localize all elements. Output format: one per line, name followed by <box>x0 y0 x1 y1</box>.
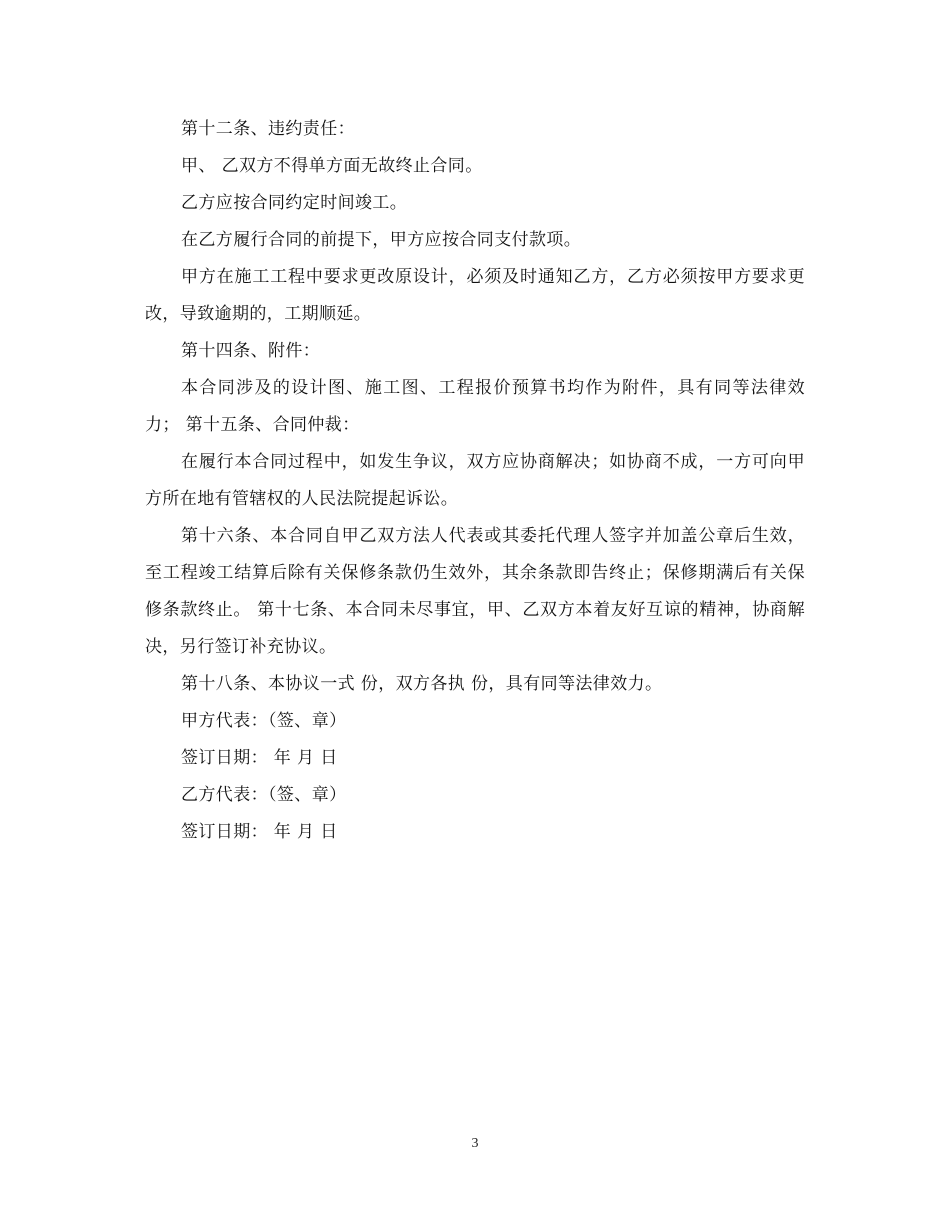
clause-12-item-payment: 在乙方履行合同的前提下，甲方应按合同支付款项。 <box>181 230 582 250</box>
clause-15-arbitration: 在履行本合同过程中，如发生争议，双方应协商解决；如协商不成，一方可向甲方所在地有管辖权的人民法院提起诉讼。 <box>145 452 805 509</box>
party-a-signature-line: 甲方代表：（签、章） <box>181 711 347 731</box>
clause-14-attachments: 本合同涉及的设计图、施工图、工程报价预算书均作为附件，具有同等法律效力； 第十五条、合同仲裁： <box>145 378 805 435</box>
clause-16-17-effectiveness: 第十六条、本合同自甲乙双方法人代表或其委托代理人签字并加盖公章后生效，至工程竣工结算后除有关保修条款仍生效外，其余条款即告终止；保修期满后有关保修条款终止。 第十七条、本合同未尽事宜，甲、乙双方本着友好互谅的精神，协商解决，另行签订补充协议。 <box>145 526 805 657</box>
clause-12-heading: 第十二条、违约责任： <box>181 119 355 139</box>
party-b-signature-line: 乙方代表：（签、章） <box>181 785 347 805</box>
clause-18-copies: 第十八条、本协议一式 份，双方各执 份，具有同等法律效力。 <box>181 674 663 694</box>
party-a-date-line: 签订日期： 年 月 日 <box>181 748 338 768</box>
clause-12-item-no-termination: 甲、 乙双方不得单方面无故终止合同。 <box>181 156 483 176</box>
clause-12-item-design-change: 甲方在施工工程中要求更改原设计，必须及时通知乙方，乙方必须按甲方要求更改，导致逾期的，工期顺延。 <box>145 267 805 324</box>
document-body <box>145 111 805 851</box>
page-number: 3 <box>471 1136 479 1151</box>
clause-14-heading: 第十四条、附件： <box>181 341 321 361</box>
clause-12-item-completion: 乙方应按合同约定时间竣工。 <box>181 193 408 213</box>
party-b-date-line: 签订日期： 年 月 日 <box>181 822 338 842</box>
